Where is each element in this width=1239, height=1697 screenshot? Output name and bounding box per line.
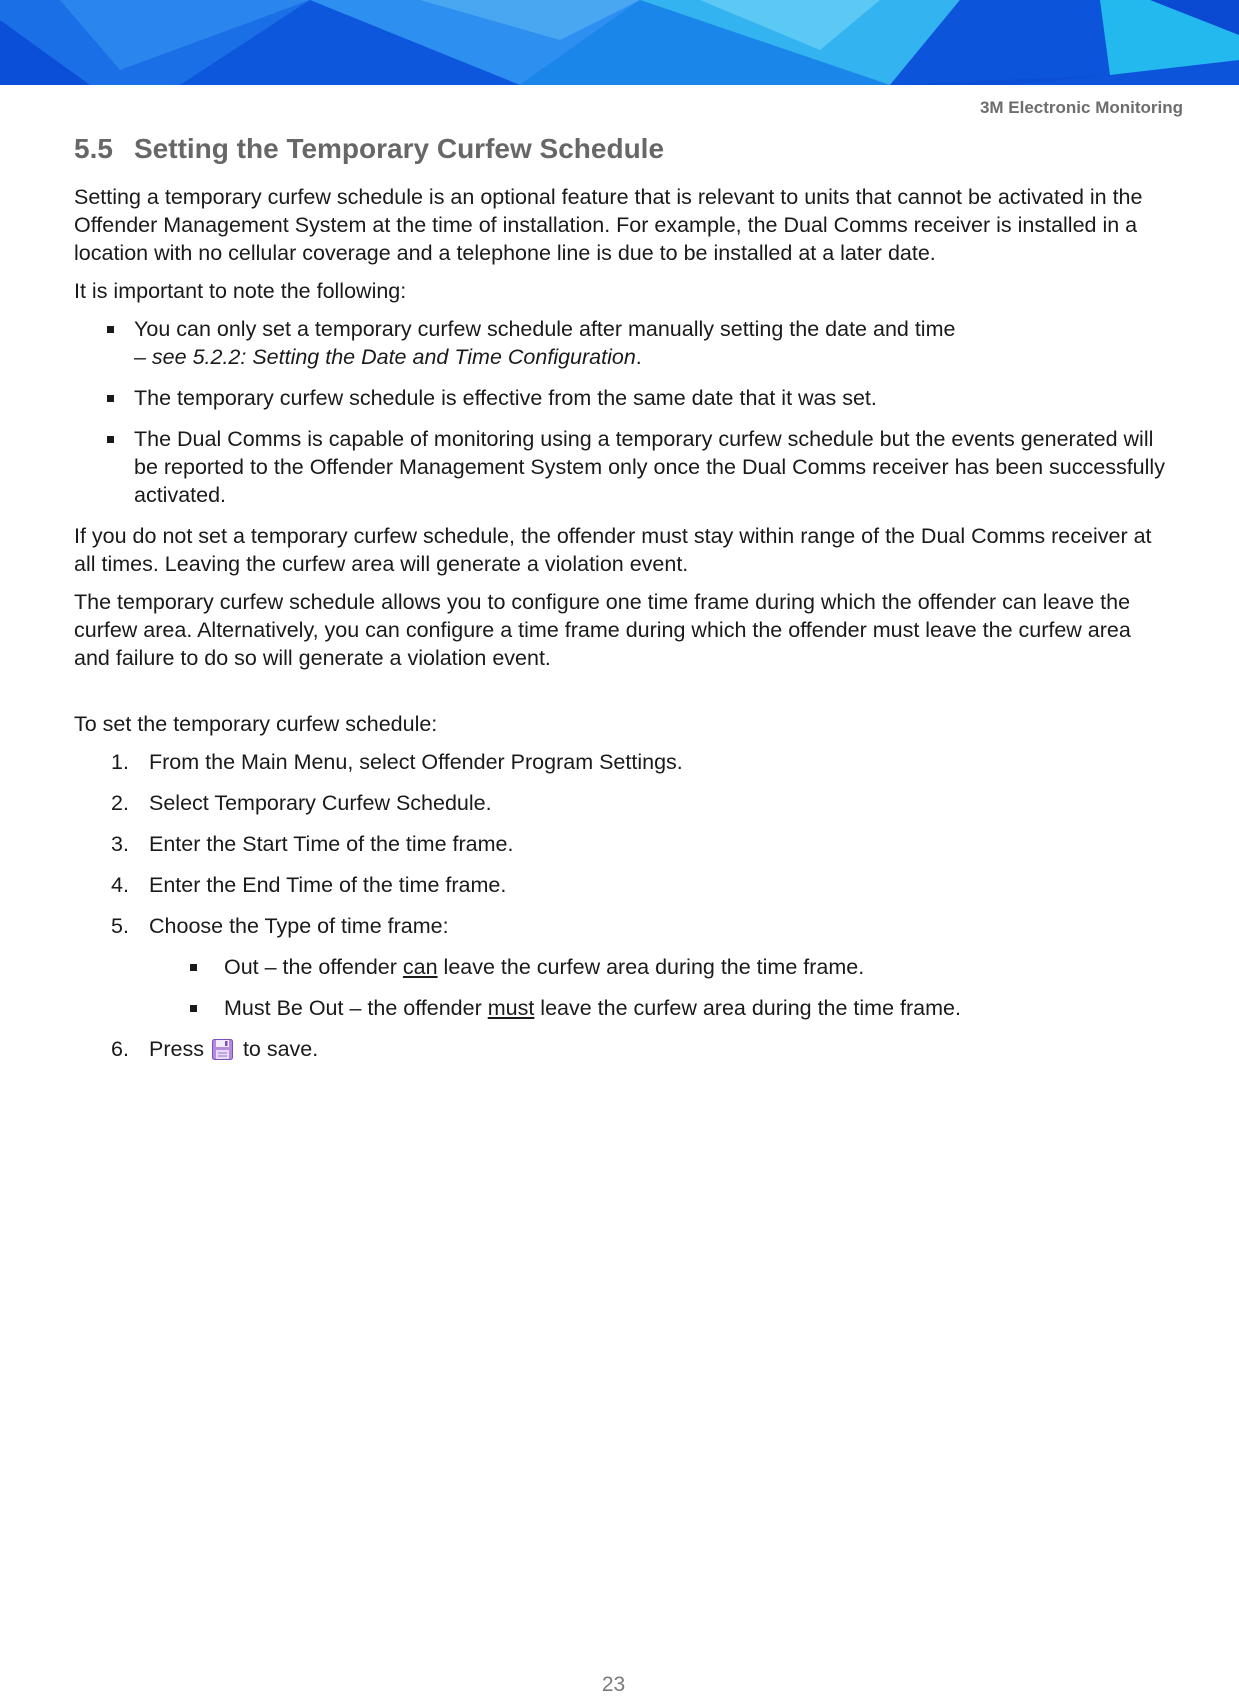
type-option-must-be-out — [224, 994, 1169, 1022]
step-text: Press — [149, 1037, 204, 1061]
procedure-steps — [74, 748, 1169, 1067]
step-number: 5. — [111, 914, 129, 938]
step-item — [111, 830, 1169, 858]
step-number: 6. — [111, 1037, 129, 1061]
step-text: Select Temporary Curfew Schedule. — [149, 791, 492, 815]
step-item — [111, 871, 1169, 899]
spacer — [74, 682, 1169, 710]
intro-paragraph: Setting a temporary curfew schedule is an optional feature that is relevant to units that cannot be activated in the Offender Management System at the time of installation. For example, the Dual Comms receiver is installed in a location with no cellular coverage and a telephone line is due to be installed at a later date. — [74, 185, 1143, 265]
step-number: 3. — [111, 832, 129, 856]
cross-reference-link[interactable]: – see 5.2.2: Setting the Date and Time Configuration — [134, 345, 636, 369]
list-item: The temporary curfew schedule is effective from the same date that it was set. — [134, 384, 1169, 412]
option-text: Must Be Out – the offender — [224, 996, 488, 1020]
step-text: From the Main Menu, select Offender Program Settings. — [149, 750, 683, 774]
step-number: 4. — [111, 873, 129, 897]
type-option-out — [224, 953, 1169, 981]
notes-lead: It is important to note the following: — [74, 279, 407, 303]
step-item — [111, 912, 1169, 1022]
document-body — [74, 133, 1169, 1080]
option-emphasis: can — [402, 955, 438, 979]
section-title: Setting the Temporary Curfew Schedule — [134, 133, 665, 164]
section-number: 5.5 — [74, 133, 113, 164]
page-number: 23 — [601, 1673, 626, 1696]
option-emphasis: must — [487, 996, 535, 1020]
step-number: 2. — [111, 791, 129, 815]
section-heading — [74, 133, 1169, 165]
brand-label: 3M Electronic Monitoring — [979, 98, 1183, 117]
save-icon — [212, 1039, 233, 1067]
step-text: Enter the Start Time of the time frame. — [149, 832, 514, 856]
step-item — [111, 748, 1169, 776]
step-text: Enter the End Time of the time frame. — [149, 873, 507, 897]
list-item — [134, 315, 1169, 371]
notes-list — [74, 315, 1169, 509]
header-banner — [0, 0, 1239, 85]
note-period: . — [635, 345, 642, 369]
type-options-list — [149, 953, 1169, 1022]
note-text: You can only set a temporary curfew schedule after manually setting the date and time — [134, 317, 956, 341]
step-text: Choose the Type of time frame: — [149, 914, 449, 938]
option-text: leave the curfew area during the time frame. — [437, 955, 865, 979]
list-item: The Dual Comms is capable of monitoring using a temporary curfew schedule but the events generated will be reported to the Offender Management System only once the Dual Comms receiver has been successfully activated. — [134, 425, 1169, 509]
paragraph-time-frame: The temporary curfew schedule allows you to configure one time frame during which the offender can leave the curfew area. Alternatively, you can configure a time frame during which the offender must leave the curfew area and failure to do so will generate a violation event. — [74, 590, 1131, 670]
banner-graphic — [0, 0, 1239, 85]
step-text: to save. — [242, 1037, 319, 1061]
step-item — [111, 789, 1169, 817]
paragraph-no-schedule: If you do not set a temporary curfew schedule, the offender must stay within range of the Dual Comms receiver at all times. Leaving the curfew area will generate a violation event. — [74, 524, 1152, 576]
step-item — [111, 1035, 1169, 1067]
procedure-lead: To set the temporary curfew schedule: — [74, 712, 438, 736]
option-text: Out – the offender — [224, 955, 403, 979]
option-text: leave the curfew area during the time frame. — [534, 996, 961, 1020]
step-number: 1. — [111, 750, 129, 774]
